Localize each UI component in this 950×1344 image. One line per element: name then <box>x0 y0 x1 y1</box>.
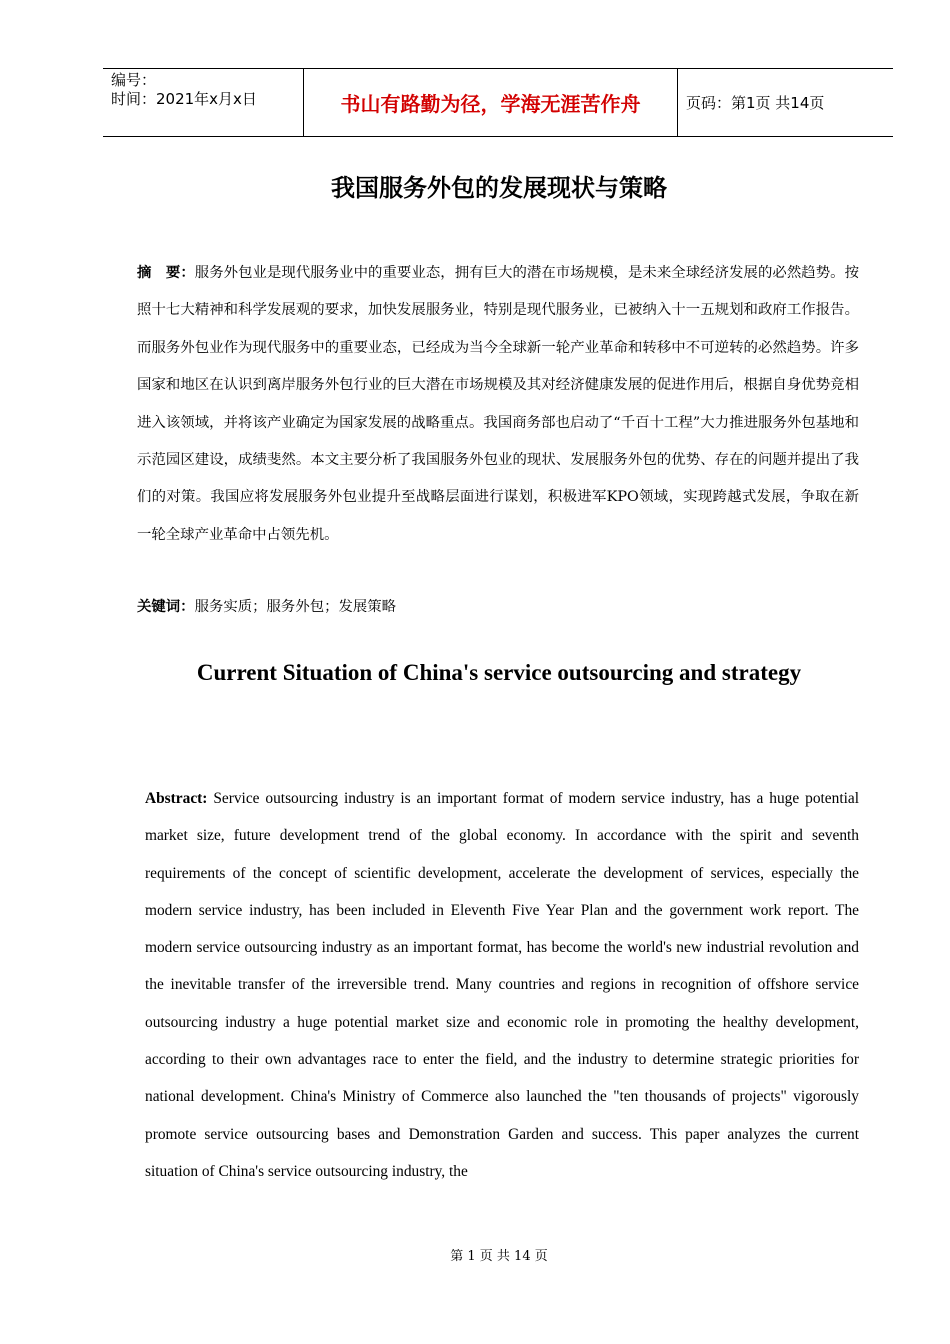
english-abstract <box>145 780 859 1190</box>
english-abstract-label: Abstract: <box>145 790 208 807</box>
keywords-text: 服务实质；服务外包；发展策略 <box>194 599 397 615</box>
time-label: 时间：2021年x月x日 <box>111 90 257 108</box>
english-title: Current Situation of China's service outsourcing and strategy <box>196 660 802 685</box>
page-footer: 第 1 页 共 14 页 <box>450 1249 548 1264</box>
chinese-title: 我国服务外包的发展现状与策略 <box>331 174 667 202</box>
header-page-cell <box>677 69 893 136</box>
keywords-label: 关键词： <box>137 598 195 615</box>
chinese-keywords <box>137 588 859 626</box>
english-abstract-text: Service outsourcing industry is an important format of modern service industry, has a huge potential market size, future development trend of the global economy. In accordance with the spirit and seventh requirements of the concept of scientific development, accelerate the development of services, especially the modern service industry, has been included in Eleventh Five Year Plan and the government work report. The modern service outsourcing industry as an important format, has become the world's new industrial revolution and the inevitable transfer of the irreversible trend. Many countries and regions in recognition of offshore service outsourcing industry a huge potential market size and economic role in promoting the healthy development, according to their own advantages race to enter the field, and the industry to determine strategic priorities for national development. China's Ministry of Commerce also launched the "ten thousands of projects" vigorously promote service outsourcing bases and Demonstration Garden and success. This paper analyzes the current situation of China's service outsourcing industry, the <box>145 790 859 1180</box>
chinese-abstract-text: 服务外包业是现代服务业中的重要业态，拥有巨大的潜在市场规模，是未来全球经济发展的必然趋势。按照十七大精神和科学发展观的要求，加快发展服务业，特别是现代服务业，已被纳入十一五规划和政府工作报告。而服务外包业作为现代服务中的重要业态，已经成为当今全球新一轮产业革命和转移中不可逆转的必然趋势。许多国家和地区在认识到离岸服务外包行业的巨大潜在市场规模及其对经济健康发展的促进作用后，根据自身优势竞相进入该领域，并将该产业确定为国家发展的战略重点。我国商务部也启动了“千百十工程”大力推进服务外包基地和示范园区建设，成绩斐然。本文主要分析了我国服务外包业的现状、发展服务外包的优势、存在的问题并提出了我们的对策。我国应将发展服务外包业提升至战略层面进行谋划，积极进军KPO领域，实现跨越式发展，争取在新一轮全球产业革命中占领先机。 <box>137 265 859 543</box>
chinese-abstract <box>137 254 859 554</box>
motto-text: 书山有路勤为径，学海无涯苦作舟 <box>340 92 641 116</box>
number-label: 编号： <box>111 71 157 89</box>
header-table <box>103 68 893 137</box>
header-info-cell <box>103 69 303 136</box>
chinese-abstract-label: 摘 要： <box>137 264 195 281</box>
header-motto-cell <box>303 69 678 136</box>
page-info: 页码：第1页 共14页 <box>686 94 825 112</box>
